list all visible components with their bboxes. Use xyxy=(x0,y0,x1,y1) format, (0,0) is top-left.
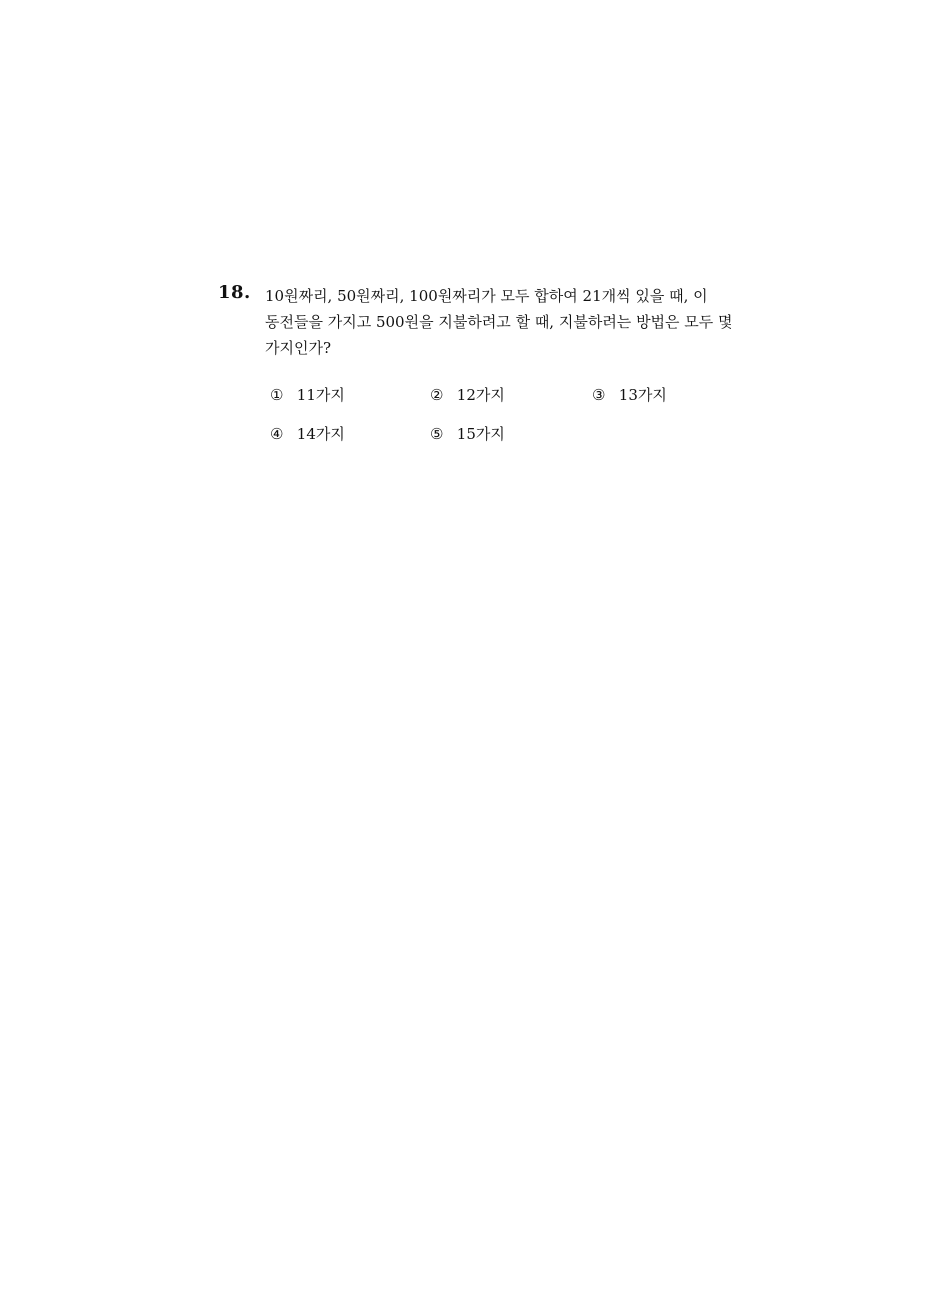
choice-4-marker: ④ xyxy=(270,425,284,443)
choice-5-text: 15가지 xyxy=(456,425,505,443)
choice-5-marker: ⑤ xyxy=(430,425,444,443)
question-line-1: 10원짜리, 50원짜리, 100원짜리가 모두 합하여 21개씩 있을 때, 이 xyxy=(265,287,708,305)
question-line-3: 가지인가? xyxy=(265,339,332,357)
question-text xyxy=(265,283,760,361)
choice-1-marker: ① xyxy=(270,386,284,404)
question-number: 18. xyxy=(218,282,251,303)
choice-3-marker: ③ xyxy=(592,386,606,404)
choice-4[interactable] xyxy=(270,424,345,444)
choice-1[interactable] xyxy=(270,385,345,405)
choice-3[interactable] xyxy=(592,385,667,405)
choice-5[interactable] xyxy=(430,424,505,444)
choice-2-text: 12가지 xyxy=(456,386,505,404)
choice-1-text: 11가지 xyxy=(296,386,345,404)
choice-3-text: 13가지 xyxy=(618,386,667,404)
choice-2[interactable] xyxy=(430,385,505,405)
choice-2-marker: ② xyxy=(430,386,444,404)
choice-4-text: 14가지 xyxy=(296,425,345,443)
question-line-2: 동전들을 가지고 500원을 지불하려고 할 때, 지불하려는 방법은 모두 몇 xyxy=(265,313,733,331)
